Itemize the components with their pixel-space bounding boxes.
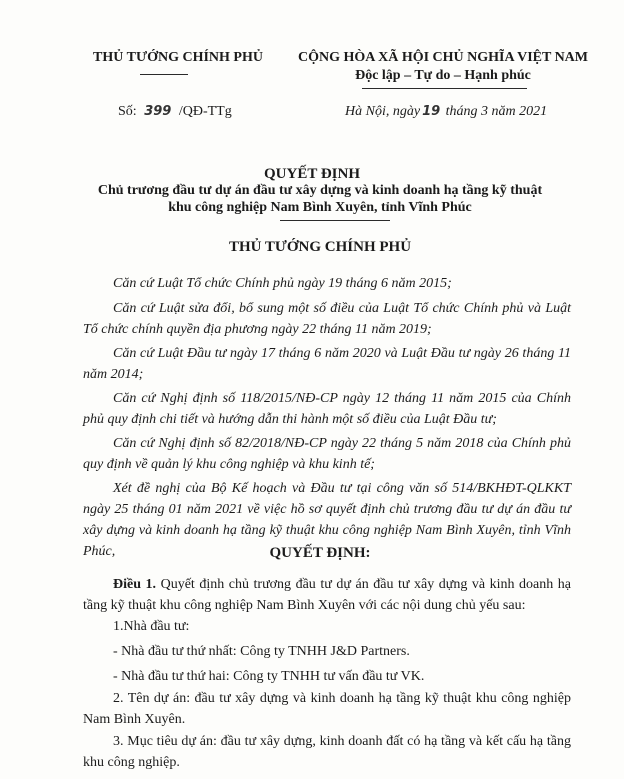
issuer-heading: THỦ TƯỚNG CHÍNH PHỦ (228, 239, 412, 255)
item-project-name: 2. Tên dự án: đầu tư xây dựng và kinh doanh hạ tầng kỹ thuật khu công nghiệp Nam Bình Xuyên. (83, 691, 571, 727)
basis-4: Căn cứ Nghị định số 118/2015/NĐ-CP ngày 12 tháng 11 năm 2015 của Chính phủ quy định chi tiết và hướng dẫn thi hành một số điều của Luật Đầu tư; (83, 391, 571, 427)
article-1 (83, 574, 571, 616)
decision-heading: QUYẾT ĐỊNH: (269, 545, 371, 561)
article-1-label: Điều 1. (113, 577, 157, 592)
article-1-text: Quyết định chủ trương đầu tư dự án đầu tư xây dựng và kinh doanh hạ tầng kỹ thuật khu công nghiệp Nam Bình Xuyên với các nội dung chủ yếu sau: (83, 577, 572, 613)
item-second-investor: - Nhà đầu tư thứ hai: Công ty TNHH tư vấn đầu tư VK. (113, 669, 425, 684)
handwritten-number: 399 (144, 104, 172, 119)
national-motto: Độc lập – Tự do – Hạnh phúc (355, 68, 531, 83)
number-suffix: /QĐ-TTg (178, 104, 232, 119)
document-date (345, 104, 547, 120)
basis-1: Căn cứ Luật Tổ chức Chính phủ ngày 19 tháng 6 năm 2015; (113, 276, 452, 291)
motto-underline (362, 88, 527, 89)
handwritten-day: 19 (422, 104, 441, 119)
date-suffix: tháng 3 năm 2021 (445, 104, 548, 119)
item-investor-heading: 1.Nhà đầu tư: (113, 619, 190, 634)
issuing-agency: THỦ TƯỚNG CHÍNH PHỦ (93, 50, 263, 65)
basis-5: Căn cứ Nghị định số 82/2018/NĐ-CP ngày 22 tháng 5 năm 2018 của Chính phủ quy định về quản lý khu công nghiệp và khu kinh tế; (83, 436, 571, 472)
number-prefix: Số: (118, 104, 137, 119)
subject-underline (280, 220, 390, 221)
subject-line-1: Chủ trương đầu tư dự án đầu tư xây dựng và kinh doanh hạ tầng kỹ thuật (97, 183, 543, 198)
item-project-objective: 3. Mục tiêu dự án: đầu tư xây dựng, kinh doanh đất có hạ tầng và kết cấu hạ tầng khu công nghiệp. (83, 734, 571, 770)
country-name: CỘNG HÒA XÃ HỘI CHỦ NGHĨA VIỆT NAM (297, 50, 588, 65)
date-prefix: Hà Nội, ngày (345, 104, 421, 119)
basis-3: Căn cứ Luật Đầu tư ngày 17 tháng 6 năm 2020 và Luật Đầu tư ngày 26 tháng 11 năm 2014; (83, 346, 571, 382)
basis-6: Xét đề nghị của Bộ Kế hoạch và Đầu tư tại công văn số 514/BKHĐT-QLKKT ngày 25 tháng 01 năm 2021 về việc hồ sơ quyết định chủ trương đầu tư dự án đầu tư xây dựng và kinh doanh hạ tầng kỹ thuật khu công nghiệp Nam Bình Xuyên, tỉnh Vĩnh Phúc, (83, 481, 571, 559)
basis-2: Căn cứ Luật sửa đổi, bổ sung một số điều của Luật Tổ chức Chính phủ và Luật Tổ chức chính quyền địa phương ngày 22 tháng 11 năm 2019; (83, 301, 571, 337)
document-type: QUYẾT ĐỊNH (264, 166, 360, 182)
agency-underline (140, 74, 188, 75)
subject-line-2: khu công nghiệp Nam Bình Xuyên, tỉnh Vĩnh Phúc (168, 200, 472, 215)
document-number (118, 104, 232, 120)
item-first-investor: - Nhà đầu tư thứ nhất: Công ty TNHH J&D Partners. (113, 644, 410, 659)
